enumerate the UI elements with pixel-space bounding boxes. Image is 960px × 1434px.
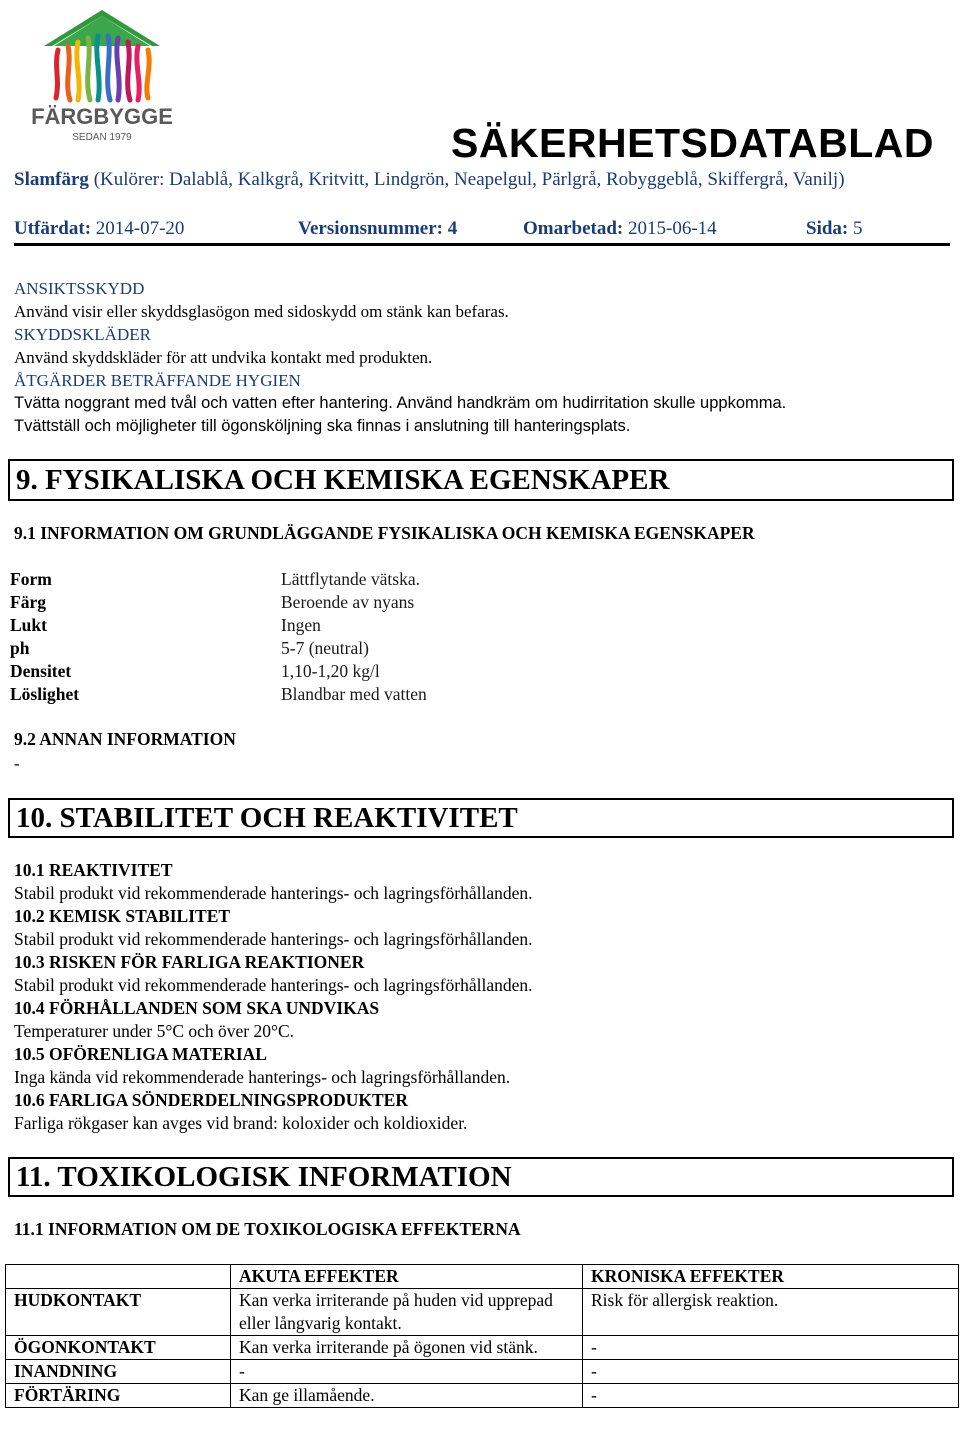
stability-heading: 10.4 FÖRHÅLLANDEN SOM SKA UNDVIKAS bbox=[14, 998, 380, 1018]
table-header-cell bbox=[6, 1265, 231, 1289]
protection-heading: ANSIKTSSKYDD bbox=[14, 279, 145, 298]
property-value: 1,10-1,20 kg/l bbox=[281, 661, 380, 681]
product-label: Slamfärg bbox=[14, 169, 89, 190]
stability-text: Stabil produkt vid rekommenderade hanterings- och lagringsförhållanden. bbox=[14, 929, 533, 949]
protection-text: Tvättställ och möjligheter till ögonsköljning ska finnas i anslutning till hanteringsplats. bbox=[14, 417, 631, 435]
table-header-cell: AKUTA EFFEKTER bbox=[231, 1265, 583, 1289]
protection-block bbox=[14, 277, 950, 438]
product-line bbox=[14, 168, 949, 191]
fargbygge-logo bbox=[14, 6, 190, 144]
property-key: Färg bbox=[10, 592, 46, 612]
document-meta bbox=[14, 218, 949, 242]
property-key: Densitet bbox=[10, 661, 72, 681]
svg-text:FÄRGBYGGE: FÄRGBYGGE bbox=[31, 104, 173, 129]
stability-block bbox=[14, 859, 950, 1135]
property-key: ph bbox=[10, 638, 30, 658]
stability-heading: 10.6 FARLIGA SÖNDERDELNINGSPRODUKTER bbox=[14, 1090, 408, 1110]
stability-text: Stabil produkt vid rekommenderade hanterings- och lagringsförhållanden. bbox=[14, 883, 533, 903]
revised-label: Omarbetad: bbox=[523, 218, 624, 239]
section-title: 11. TOXIKOLOGISK INFORMATION bbox=[16, 1161, 512, 1193]
document-title: SÄKERHETSDATABLAD bbox=[450, 120, 934, 166]
protection-text: Tvätta noggrant med tvål och vatten efter hantering. Använd handkräm om hudirritation skulle uppkomma. bbox=[14, 394, 787, 412]
stability-text: Farliga rökgaser kan avges vid brand: koloxider och koldioxider. bbox=[14, 1113, 468, 1133]
table-row bbox=[6, 1360, 959, 1384]
page-label: Sida: bbox=[806, 218, 849, 239]
property-value: Ingen bbox=[281, 615, 321, 635]
issued-value: 2014-07-20 bbox=[95, 218, 185, 239]
table-cell: INANDNING bbox=[6, 1360, 231, 1384]
property-key: Form bbox=[10, 569, 52, 589]
table-cell: Kan verka irriterande på huden vid upprepad eller långvarig kontakt. bbox=[231, 1289, 583, 1336]
stability-text: Inga kända vid rekommenderade hanterings- och lagringsförhållanden. bbox=[14, 1067, 511, 1087]
other-info-value: - bbox=[14, 754, 20, 773]
table-cell: Kan verka irriterande på ögonen vid stänk. bbox=[231, 1336, 583, 1360]
section-11-header bbox=[8, 1157, 954, 1197]
page-value: 5 bbox=[853, 218, 863, 239]
property-value: Blandbar med vatten bbox=[281, 684, 427, 704]
table-cell: Kan ge illamående. bbox=[231, 1384, 583, 1408]
subsection-heading: 11.1 INFORMATION OM DE TOXIKOLOGISKA EFFEKTERNA bbox=[14, 1219, 521, 1239]
table-header-cell: KRONISKA EFFEKTER bbox=[583, 1265, 959, 1289]
table-row bbox=[6, 1336, 959, 1360]
revised-value: 2015-06-14 bbox=[628, 218, 717, 239]
property-value: Beroende av nyans bbox=[281, 592, 415, 612]
stability-text: Temperaturer under 5°C och över 20°C. bbox=[14, 1021, 295, 1041]
table-cell: - bbox=[583, 1360, 959, 1384]
stability-heading: 10.3 RISKEN FÖR FARLIGA REAKTIONER bbox=[14, 952, 365, 972]
version-label: Versionsnummer: 4 bbox=[298, 218, 458, 239]
svg-text:SEDAN 1979: SEDAN 1979 bbox=[72, 132, 132, 143]
table-header-row bbox=[6, 1265, 959, 1289]
section-10-header bbox=[8, 798, 954, 838]
table-row bbox=[6, 1384, 959, 1408]
section-title: 10. STABILITET OCH REAKTIVITET bbox=[16, 802, 518, 834]
protection-heading: ÅTGÄRDER BETRÄFFANDE HYGIEN bbox=[14, 371, 301, 390]
stability-heading: 10.5 OFÖRENLIGA MATERIAL bbox=[14, 1044, 267, 1064]
section-title: 9. FYSIKALISKA OCH KEMISKA EGENSKAPER bbox=[16, 464, 670, 496]
protection-text: Använd skyddskläder för att undvika kontakt med produkten. bbox=[14, 348, 433, 367]
table-cell: - bbox=[583, 1336, 959, 1360]
table-cell: FÖRTÄRING bbox=[6, 1384, 231, 1408]
stability-text: Stabil produkt vid rekommenderade hanterings- och lagringsförhållanden. bbox=[14, 975, 533, 995]
protection-text: Använd visir eller skyddsglasögon med sidoskydd om stänk kan befaras. bbox=[14, 302, 509, 321]
table-cell: Risk för allergisk reaktion. bbox=[583, 1289, 959, 1336]
header-divider bbox=[14, 243, 950, 246]
section-9-header bbox=[8, 459, 954, 501]
stability-heading: 10.1 REAKTIVITET bbox=[14, 860, 173, 880]
subsection-heading: 9.1 INFORMATION OM GRUNDLÄGGANDE FYSIKALISKA OCH KEMISKA EGENSKAPER bbox=[14, 523, 755, 543]
product-description: (Kulörer: Dalablå, Kalkgrå, Kritvitt, Lindgrön, Neapelgul, Pärlgrå, Robyggeblå, Skiffergrå, Vanilj) bbox=[93, 169, 845, 190]
stability-heading: 10.2 KEMISK STABILITET bbox=[14, 906, 231, 926]
property-key: Löslighet bbox=[10, 684, 80, 704]
property-key: Lukt bbox=[10, 615, 47, 635]
table-cell: HUDKONTAKT bbox=[6, 1289, 231, 1336]
protection-heading: SKYDDSKLÄDER bbox=[14, 325, 151, 344]
property-value: 5-7 (neutral) bbox=[281, 638, 369, 658]
subsection-heading: 9.2 ANNAN INFORMATION bbox=[14, 729, 236, 749]
table-cell: ÖGONKONTAKT bbox=[6, 1336, 231, 1360]
table-cell: - bbox=[583, 1384, 959, 1408]
issued-label: Utfärdat: bbox=[14, 218, 92, 239]
toxicology-table bbox=[5, 1264, 959, 1408]
property-value: Lättflytande vätska. bbox=[281, 569, 420, 589]
table-cell: - bbox=[231, 1360, 583, 1384]
table-row bbox=[6, 1289, 959, 1336]
